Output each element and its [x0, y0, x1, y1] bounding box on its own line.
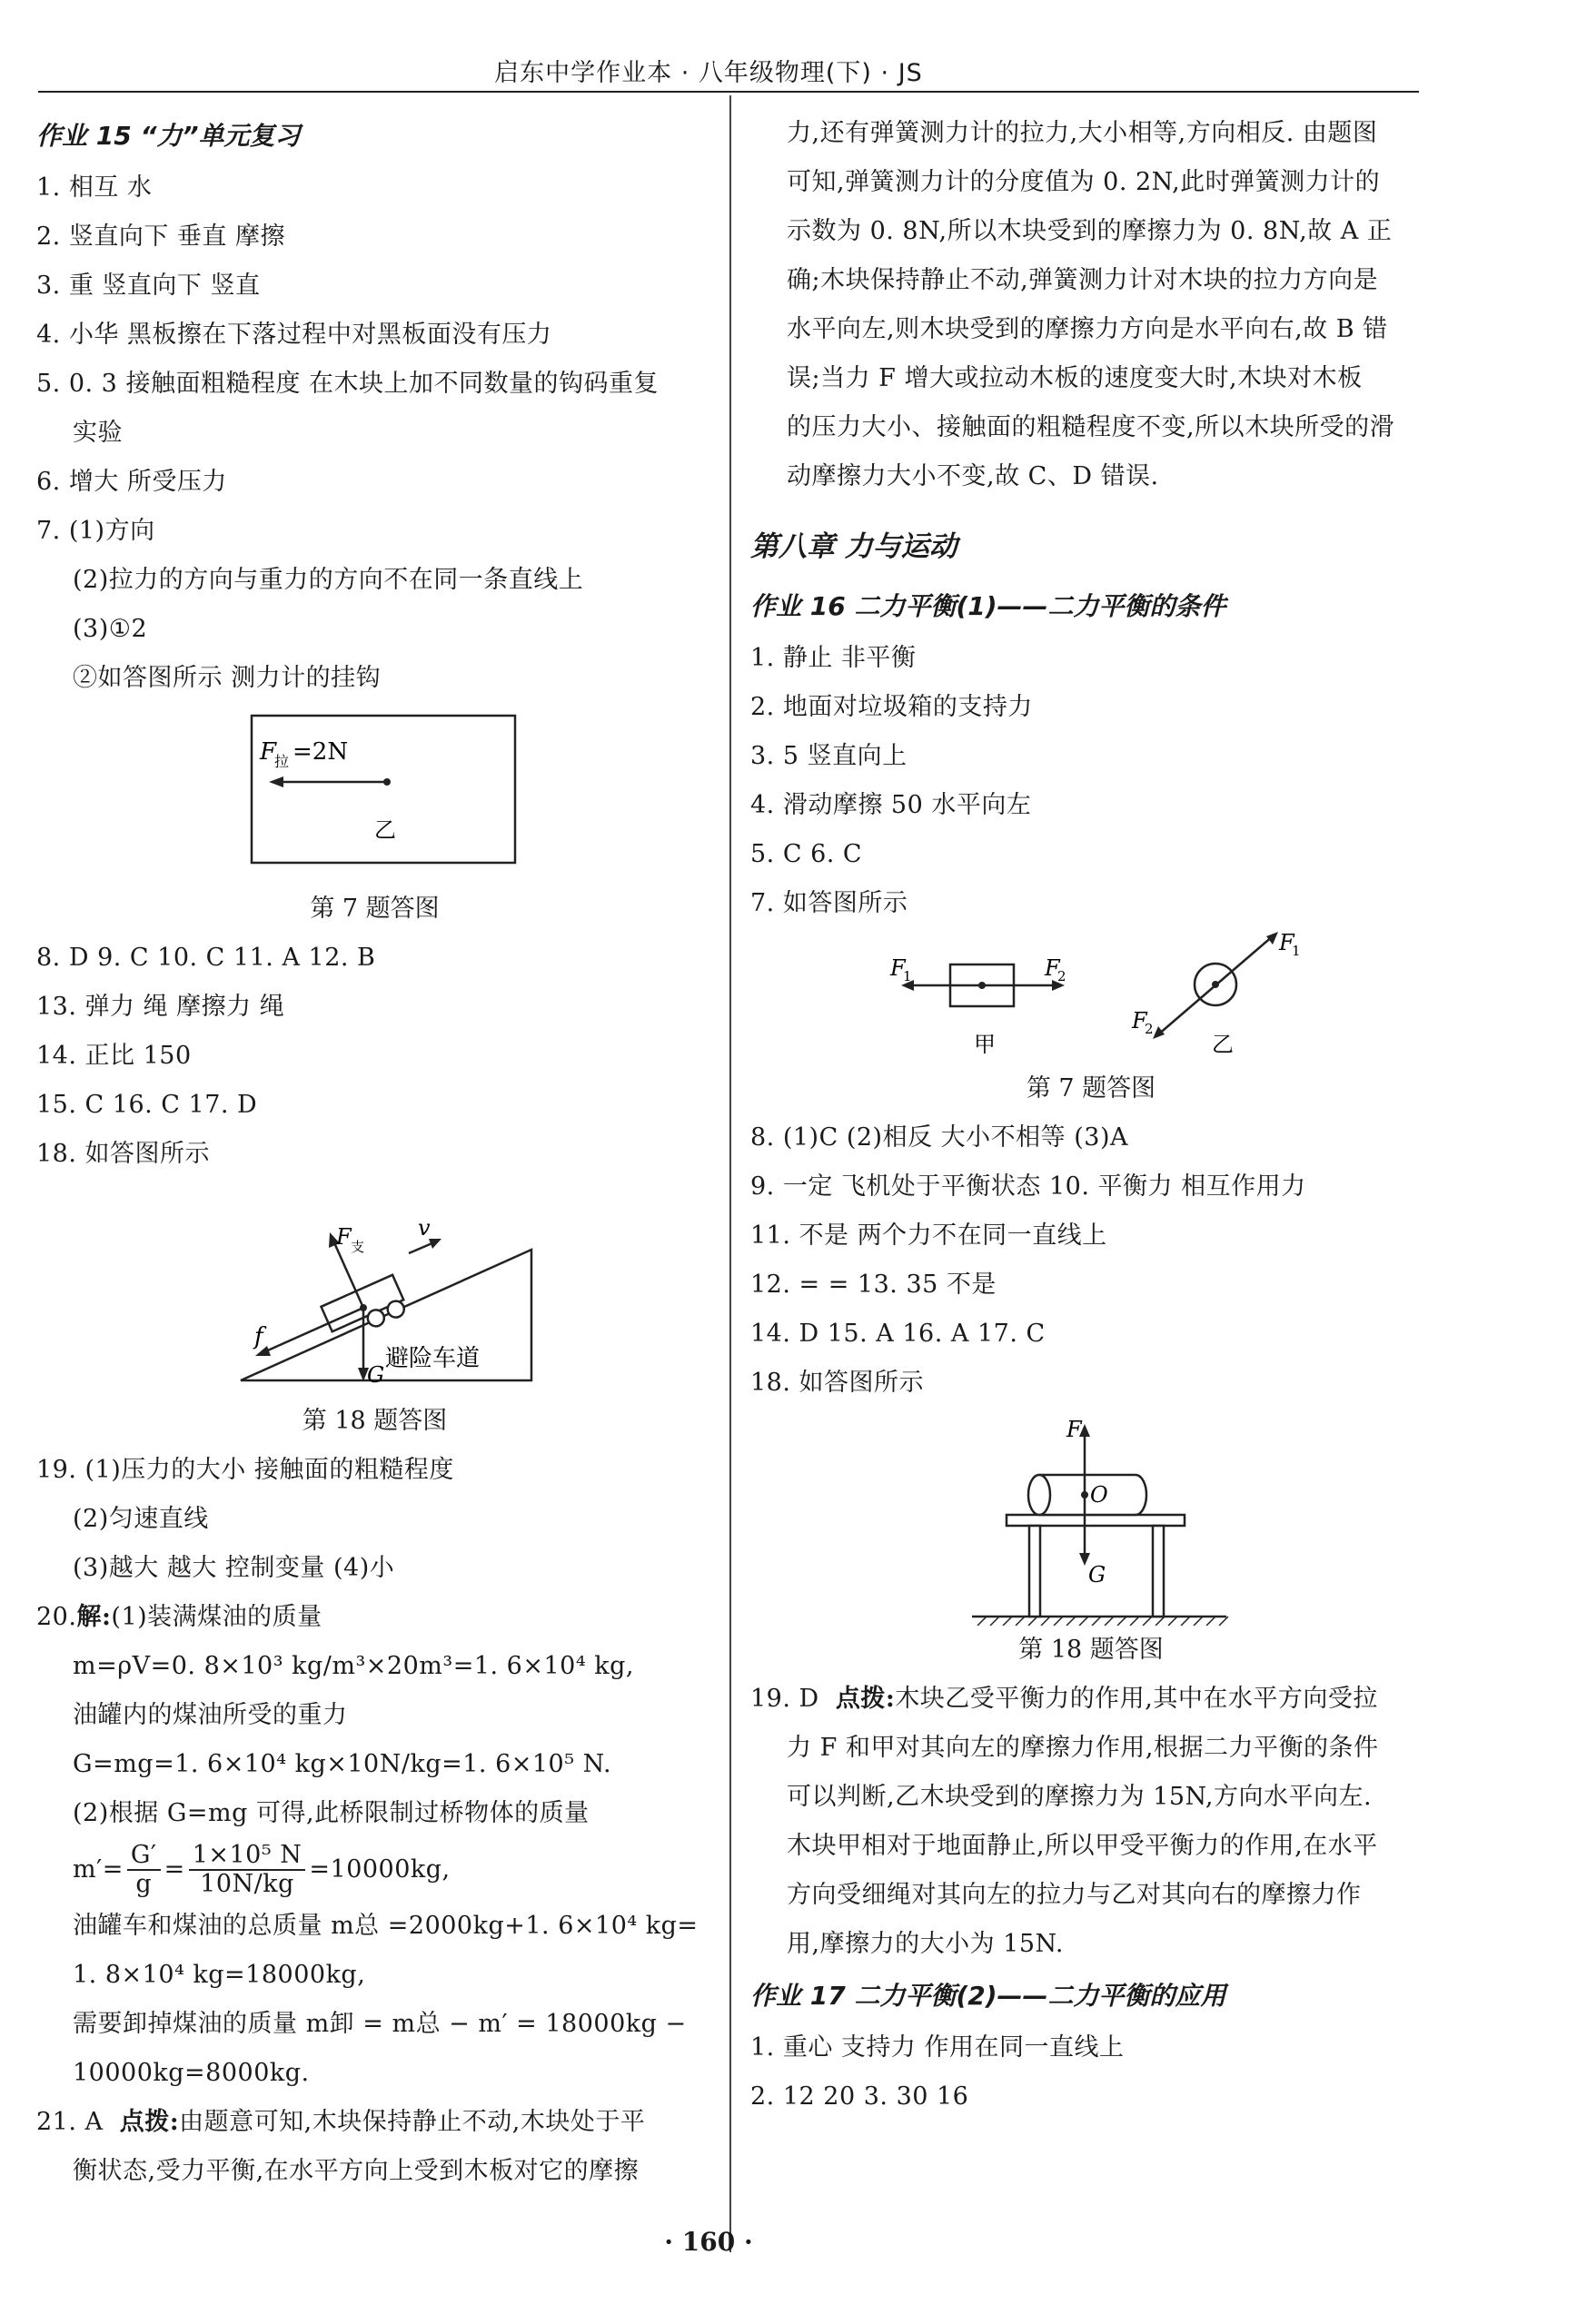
f1-yi-subscript: 1: [1292, 943, 1301, 959]
answer-line: [36, 1593, 713, 1642]
pull-arrow-head: [269, 776, 283, 787]
solve-label: 解:: [76, 1603, 112, 1631]
answer-line: 可知,弹簧测力计的分度值为 0. 2N,此时弹簧测力计的: [787, 168, 1381, 196]
answer-line: 2. 竖直向下 垂直 摩擦: [36, 223, 286, 251]
answer-line: 7. 如答图所示: [750, 889, 908, 917]
answer-line: 4. 滑动摩擦 50 水平向左: [750, 791, 1032, 819]
formula-line: 油罐车和煤油的总质量 m总 =2000kg+1. 6×10⁴ kg=: [73, 1912, 699, 1940]
answer-line: 15. C 16. C 17. D: [36, 1091, 258, 1119]
tip-label: 点拨:: [835, 1685, 896, 1713]
fraction-formula: [36, 1838, 713, 1902]
force-value: =2N: [293, 738, 349, 766]
answer-line: 9. 一定 飞机处于平衡状态 10. 平衡力 相互作用力: [750, 1172, 1306, 1201]
answer-line: 14. 正比 150: [36, 1042, 192, 1070]
velocity-line: [409, 1242, 434, 1253]
figure-7-force-diagram: [36, 703, 713, 885]
answer-line: 14. D 15. A 16. A 17. C: [750, 1320, 1046, 1348]
f2-yi-arrow-head: [1153, 1026, 1165, 1039]
roll-right-end: [1136, 1475, 1146, 1515]
answer-line: 11. 不是 两个力不在同一直线上: [750, 1221, 1107, 1250]
force-label: F: [260, 738, 277, 766]
label-yi: 乙: [1212, 1032, 1234, 1057]
fraction-denominator: 10N/kg: [200, 1870, 294, 1898]
header-rule: [38, 91, 1419, 93]
chapter-title: 第八章 力与运动: [750, 530, 957, 563]
answer-line: 可以判断,乙木块受到的摩擦力为 15N,方向水平向左.: [787, 1783, 1373, 1811]
answer-line: 6. 增大 所受压力: [36, 468, 227, 496]
answer-line: 的压力大小、接触面的粗糙程度不变,所以木块所受的滑: [787, 413, 1395, 441]
f1-yi-arrow-head: [1266, 932, 1278, 944]
answer-line: (2)拉力的方向与重力的方向不在同一条直线上: [73, 566, 584, 594]
answer-line: 2. 12 20 3. 30 16: [750, 2082, 969, 2111]
answer-line: 5. C 6. C: [750, 840, 863, 868]
answer-line: 18. 如答图所示: [750, 1369, 925, 1397]
page-header: [0, 0, 1587, 91]
tip-label: 点拨:: [119, 2108, 180, 2136]
gravity-label: G: [367, 1362, 385, 1388]
answer-line: [36, 2098, 713, 2147]
right-column: [750, 109, 1432, 2121]
answer-text: (1)装满煤油的质量: [111, 1603, 322, 1631]
table-top: [1007, 1515, 1185, 1526]
object-label: 乙: [374, 817, 396, 843]
section-title-15: 作业 15 “力”单元复习: [36, 121, 301, 151]
formula-line: m=ρV=0. 8×10³ kg/m³×20m³=1. 6×10⁴ kg,: [73, 1652, 634, 1680]
figure-caption: 第 18 题答图: [302, 1407, 448, 1435]
answer-line: 1. 重心 支持力 作用在同一直线上: [750, 2033, 1125, 2062]
velocity-head: [429, 1239, 441, 1249]
left-column: [36, 109, 713, 2196]
answer-line: 用,摩擦力的大小为 15N.: [787, 1930, 1065, 1958]
answer-line: 力,还有弹簧测力计的拉力,大小相等,方向相反. 由题图: [787, 119, 1378, 147]
support-force-label: F: [1066, 1417, 1082, 1442]
table-leg: [1153, 1526, 1164, 1617]
formula-line: 10000kg=8000kg.: [73, 2059, 310, 2087]
answer-line: (3)越大 越大 控制变量 (4)小: [73, 1554, 395, 1582]
section-title-17: 作业 17 二力平衡(2)——二力平衡的应用: [750, 1981, 1226, 2011]
figure-caption: 第 7 题答图: [310, 895, 440, 923]
f2-label: F: [1045, 955, 1060, 981]
roll-left-end: [1028, 1475, 1050, 1515]
fraction: [127, 1842, 161, 1898]
answer-line: (2)匀速直线: [73, 1505, 209, 1533]
column-divider: [729, 95, 731, 2252]
answer-line: 误;当力 F 增大或拉动木板的速度变大时,木块对木板: [787, 364, 1363, 392]
answer-line: 1. 相互 水: [36, 173, 153, 202]
answer-line: 3. 5 竖直向上: [750, 742, 908, 770]
force-subscript: 拉: [274, 753, 290, 770]
answer-line: 12. = = 13. 35 不是: [750, 1271, 997, 1299]
question-answer: 21. A: [36, 2108, 104, 2136]
answer-line: 水平向左,则木块受到的摩擦力方向是水平向右,故 B 错: [787, 315, 1388, 343]
figure-caption: 第 18 题答图: [1018, 1636, 1164, 1664]
fraction: [189, 1842, 306, 1898]
slope-label: 避险车道: [385, 1345, 481, 1372]
label-jia: 甲: [974, 1032, 996, 1057]
f2-yi-label: F: [1132, 1008, 1147, 1033]
formula-line: 1. 8×10⁴ kg=18000kg,: [73, 1961, 366, 1989]
center-label: O: [1090, 1482, 1108, 1508]
section-title-16: 作业 16 二力平衡(1)——二力平衡的条件: [750, 591, 1226, 621]
answer-line: 力 F 和甲对其向左的摩擦力作用,根据二力平衡的条件: [787, 1734, 1379, 1762]
mass-lhs: m′=: [73, 1855, 124, 1884]
friction-line: [262, 1308, 363, 1353]
answer-line: 4. 小华 黑板擦在下落过程中对黑板面没有压力: [36, 321, 552, 349]
figure-7b-two-force-diagram: [750, 928, 1432, 1064]
formula-line: G=mg=1. 6×10⁴ kg×10N/kg=1. 6×10⁵ N.: [73, 1750, 612, 1778]
answer-line: 2. 地面对垃圾箱的支持力: [750, 693, 1033, 721]
f2-subscript: 2: [1057, 968, 1066, 984]
equals-sign: =: [164, 1855, 185, 1884]
f1-subscript: 1: [903, 968, 912, 984]
answer-line: 5. 0. 3 接触面粗糙程度 在木块上加不同数量的钩码重复: [36, 370, 660, 398]
figure-18b-table-diagram: [750, 1408, 1432, 1626]
figure-caption: 第 7 题答图: [1026, 1074, 1156, 1103]
f1-label: F: [890, 955, 906, 981]
support-force-subscript: 支: [351, 1239, 365, 1255]
answer-line: 木块甲相对于地面静止,所以甲受平衡力的作用,在水平: [787, 1832, 1378, 1860]
answer-line: ②如答图所示 测力计的挂钩: [73, 664, 382, 692]
figure-18-incline-diagram: [36, 1179, 713, 1397]
answer-text: 木块乙受平衡力的作用,其中在水平方向受拉: [895, 1685, 1378, 1713]
page-number: · 160 ·: [664, 2227, 753, 2257]
question-number: 20.: [36, 1603, 77, 1631]
answer-line: 动摩擦力大小不变,故 C、D 错误.: [787, 462, 1159, 490]
answer-line: 3. 重 竖直向下 竖直: [36, 272, 261, 300]
action-point: [383, 778, 391, 786]
force-line-yi: [1157, 935, 1274, 1035]
fraction-denominator: g: [135, 1870, 153, 1898]
fraction-numerator: 1×10⁵ N: [189, 1842, 306, 1871]
answer-line: 实验: [73, 419, 123, 447]
mass-rhs: =10000kg,: [309, 1855, 451, 1884]
answer-line: 13. 弹力 绳 摩擦力 绳: [36, 993, 285, 1021]
answer-line: 18. 如答图所示: [36, 1140, 211, 1168]
answer-line: 衡状态,受力平衡,在水平方向上受到木板对它的摩擦: [73, 2157, 640, 2185]
answer-line: [750, 1675, 1432, 1724]
fraction-numerator: G′: [127, 1842, 161, 1871]
f2-yi-subscript: 2: [1145, 1021, 1154, 1037]
table-leg: [1029, 1526, 1040, 1617]
center-point: [978, 982, 986, 989]
answer-text: 由题意可知,木块保持静止不动,木块处于平: [179, 2108, 646, 2136]
question-answer: 19. D: [750, 1685, 819, 1713]
answer-line: 19. (1)压力的大小 接触面的粗糙程度: [36, 1456, 454, 1484]
ground-hatching: [977, 1617, 1228, 1626]
answer-line: 8. D 9. C 10. C 11. A 12. B: [36, 944, 376, 972]
answer-line: (2)根据 G=mg 可得,此桥限制过桥物体的质量: [73, 1799, 590, 1827]
friction-label: f: [254, 1323, 263, 1350]
velocity-label: v: [418, 1215, 431, 1241]
header-title: 启东中学作业本 · 八年级物理(下) · JS: [494, 59, 923, 87]
answer-line: 7. (1)方向: [36, 517, 155, 545]
answer-line: 确;木块保持静止不动,弹簧测力计对木块的拉力方向是: [787, 266, 1379, 294]
f1-yi-label: F: [1279, 930, 1294, 955]
answer-line: 8. (1)C (2)相反 大小不相等 (3)A: [750, 1123, 1128, 1152]
answer-line: 示数为 0. 8N,所以木块受到的摩擦力为 0. 8N,故 A 正: [787, 217, 1393, 245]
formula-line: 需要卸掉煤油的质量 m卸 = m总 − m′ = 18000kg −: [73, 2010, 687, 2038]
gravity-label: G: [1088, 1562, 1106, 1587]
support-force-label: F: [336, 1224, 352, 1250]
answer-line: 1. 静止 非平衡: [750, 644, 917, 672]
answer-line: 油罐内的煤油所受的重力: [73, 1701, 348, 1729]
answer-line: 方向受细绳对其向左的拉力与乙对其向右的摩擦力作: [787, 1881, 1362, 1909]
answer-line: (3)①2: [73, 615, 148, 643]
